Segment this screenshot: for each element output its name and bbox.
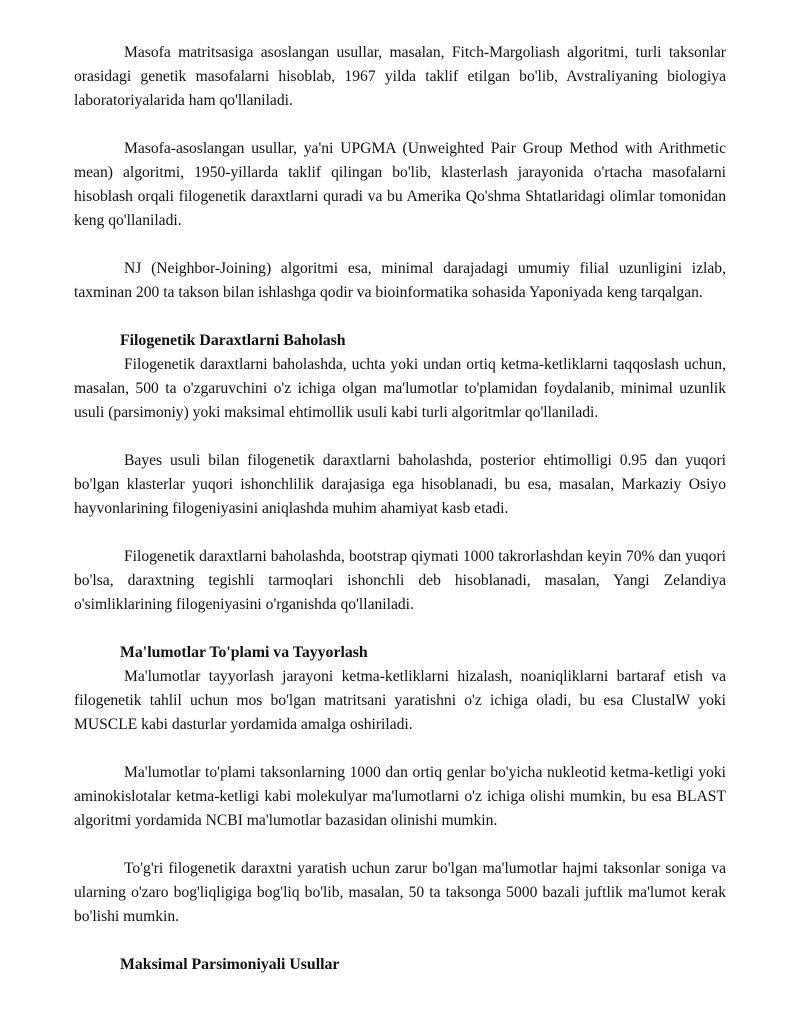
section-heading-data-preparation: Ma'lumotlar To'plami va Tayyorlash (120, 644, 368, 661)
section-heading-evaluation: Filogenetik Daraxtlarni Baholash (120, 332, 346, 349)
section-heading-parsimony: Maksimal Parsimoniyali Usullar (120, 956, 340, 973)
paragraph-fitch-margoliash: Masofa matritsasiga asoslangan usullar, masalan, Fitch-Margoliash algoritmi, turli taksonlar orasidagi genetik masofalarni hisoblab, 1967 yilda taklif etilgan bo'lib, Avstraliyaning biologiya laboratoriyalarida ham qo'llaniladi. (74, 44, 726, 109)
paragraph-neighbor-joining: NJ (Neighbor-Joining) algoritmi esa, minimal darajadagi umumiy filial uzunligini izlab, taxminan 200 ta takson bilan ishlashga qodir va bioinformatika sohasida Yaponiyada keng tarqalgan. (74, 260, 726, 301)
paragraph-data-volume: To'g'ri filogenetik daraxtni yaratish uchun zarur bo'lgan ma'lumotlar hajmi taksonlar soniga va ularning o'zaro bog'liqligiga bog'liq bo'lib, masalan, 50 ta taksonga 5000 bazali juftlik ma'lumot kerak bo'lishi mumkin. (74, 860, 726, 925)
paragraph-evaluation-methods: Filogenetik daraxtlarni baholashda, uchta yoki undan ortiq ketma-ketliklarni taqqoslash uchun, masalan, 500 ta o'zgaruvchini o'z ichiga olgan ma'lumotlar to'plamidan foydalanib, minimal uzunlik usuli (parsimoniy) yoki maksimal ehtimollik usuli kabi turli algoritmlar qo'llaniladi. (74, 356, 726, 421)
paragraph-bootstrap: Filogenetik daraxtlarni baholashda, bootstrap qiymati 1000 takrorlashdan keyin 70% dan yuqori bo'lsa, daraxtning tegishli tarmoqlari ishonchli deb hisoblanadi, masalan, Yangi Zelandiya o'simliklarining filogeniyasini o'rganishda qo'llaniladi. (74, 548, 726, 613)
paragraph-alignment: Ma'lumotlar tayyorlash jarayoni ketma-ketliklarni hizalash, noaniqliklarni bartaraf etish va filogenetik tahlil uchun mos bo'lgan matritsani yaratishni o'z ichiga oladi, bu esa ClustalW yoki MUSCLE kabi dasturlar yordamida amalga oshiriladi. (74, 668, 726, 733)
paragraph-dataset: Ma'lumotlar to'plami taksonlarning 1000 dan ortiq genlar bo'yicha nukleotid ketma-ketligi yoki aminokislotalar ketma-ketligi kabi molekulyar ma'lumotlarni o'z ichiga olishi mumkin, bu esa BLAST algoritmi yordamida NCBI ma'lumotlar bazasidan olinishi mumkin. (74, 764, 726, 829)
paragraph-upgma: Masofa-asoslangan usullar, ya'ni UPGMA (Unweighted Pair Group Method with Arithmetic mean) algoritmi, 1950-yillarda taklif qilingan bo'lib, klasterlash jarayonida o'rtacha masofalarni hisoblash orqali filogenetik daraxtlarni quradi va bu Amerika Qo'shma Shtatlaridagi olimlar tomonidan keng qo'llaniladi. (74, 140, 726, 229)
document-page (74, 41, 726, 977)
paragraph-bayes: Bayes usuli bilan filogenetik daraxtlarni baholashda, posterior ehtimolligi 0.95 dan yuqori bo'lgan klasterlar yuqori ishonchlilik darajasiga ega hisoblanadi, bu esa, masalan, Markaziy Osiyo hayvonlarining filogeniyasini aniqlashda muhim ahamiyat kasb etadi. (74, 452, 726, 517)
